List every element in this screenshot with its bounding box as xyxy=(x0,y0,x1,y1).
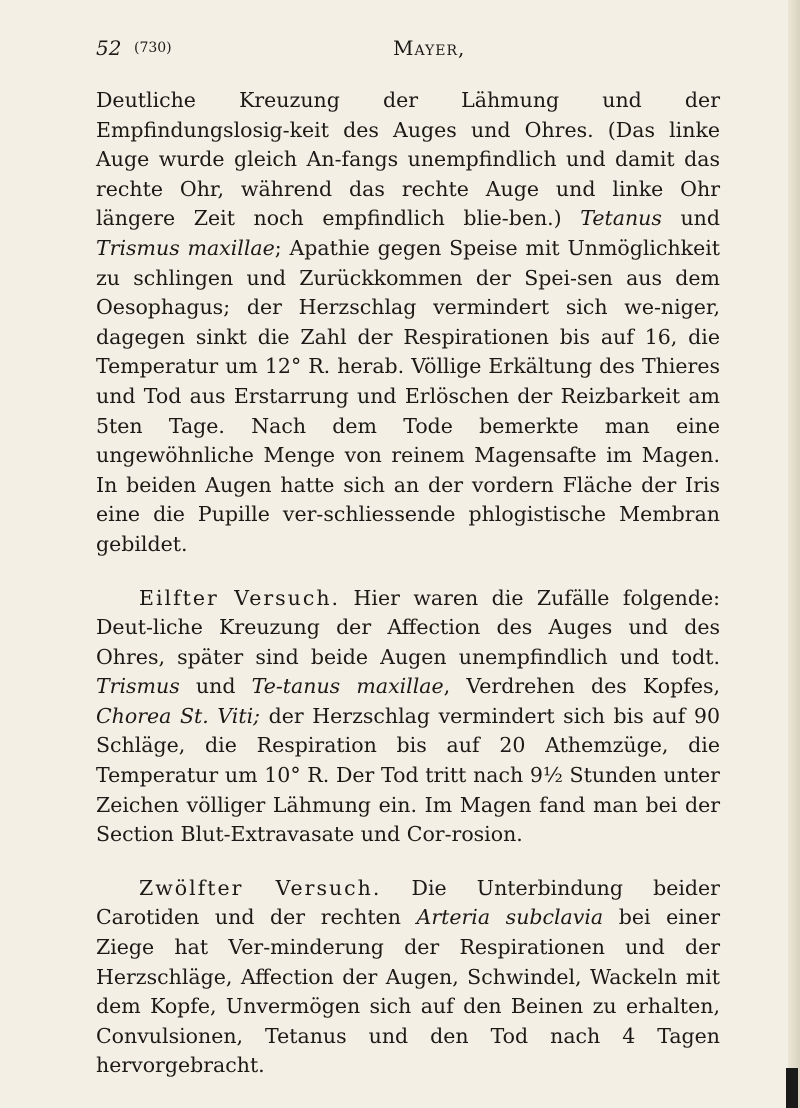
page-number-alt: (730) xyxy=(134,40,172,56)
page-edge xyxy=(788,0,800,1108)
paragraph xyxy=(96,86,720,560)
scan-mark xyxy=(786,1068,798,1108)
text-run: , Verdrehen des Kopfes, xyxy=(443,674,720,699)
running-head: Mayer, xyxy=(393,36,466,60)
italic-term: Trismus maxillae xyxy=(96,235,275,260)
paragraph xyxy=(96,874,720,1081)
section-heading: Eilfter Versuch. xyxy=(139,585,341,610)
body-text xyxy=(96,86,720,1081)
text-run: ; Apathie gegen Speise mit Unmöglichkeit zu schlingen und Zurückkommen der Spei-sen aus dem Oesophagus; der Herzschlag vermindert sich we-niger, dagegen sinkt die Zahl der Respirationen bis auf 16, die Temperatur um 12° R. herab. Völlige Erkältung des Thieres und Tod aus Erstarrung und Erlöschen der Reizbarkeit am 5ten Tage. Nach dem Tode bemerkte man eine ungewöhnliche Menge von reinem Magensafte im Magen. In beiden Augen hatte sich an der vordern Fläche der Iris eine die Pupille ver-schliessende phlogistische Membran gebildet. xyxy=(96,235,721,556)
italic-term: Te-tanus maxillae xyxy=(251,674,444,699)
italic-term: Tetanus xyxy=(580,206,662,231)
page-header xyxy=(96,36,716,66)
italic-term: Arteria subclavia xyxy=(416,905,604,930)
italic-term: Trismus xyxy=(96,674,180,699)
text-run: Die Unterbindung beider Carotiden und der rechten xyxy=(96,875,720,930)
page-number: 52 xyxy=(96,36,122,60)
italic-term: Chorea St. Viti; xyxy=(96,703,261,728)
paragraph xyxy=(96,584,720,850)
text-run: bei einer Ziege hat Ver-minderung der Respirationen und der Herzschläge, Affection der Augen, Schwindel, Wackeln mit dem Kopfe, Unvermögen sich auf den Beinen zu erhalten, Convulsionen, Tetanus und den Tod nach 4 Tagen hervorgebracht. xyxy=(96,905,720,1078)
text-run: und xyxy=(661,206,721,231)
text-run: Deutliche Kreuzung der Lähmung und der Empfindungslosig-keit des Auges und Ohres. (Das linke Auge wurde gleich An-fangs unempfindlich und damit das rechte Ohr, während das rechte Auge und linke Ohr längere Zeit noch empfindlich blie-ben.) xyxy=(96,88,720,231)
section-heading: Zwölfter Versuch. xyxy=(139,875,382,900)
text-run: und xyxy=(179,674,252,699)
text-run: der Herzschlag vermindert sich bis auf 90 Schläge, die Respiration bis auf 20 Athemzüge, die Temperatur um 10° R. Der Tod tritt nach 9½ Stunden unter Zeichen völliger Lähmung ein. Im Magen fand man bei der Section Blut-Extravasate und Cor-rosion. xyxy=(96,703,720,847)
text-run: Hier waren die Zufälle folgende: Deut-liche Kreuzung der Affection des Auges und des Ohres, später sind beide Augen unempfindlich und todt. xyxy=(96,585,720,669)
